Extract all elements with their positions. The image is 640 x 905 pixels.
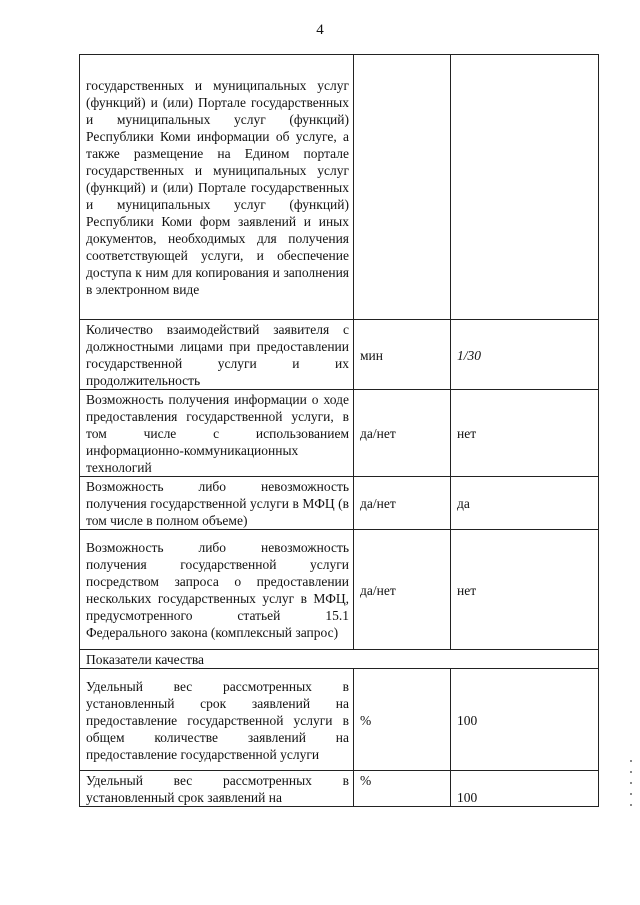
indicator-cell: Возможность либо невозможность получения государственной услуги в МФЦ (в том числе в полном объеме) bbox=[80, 477, 354, 530]
page-number: 4 bbox=[316, 22, 324, 38]
indicator-cell: государственных и муниципальных услуг (функций) и (или) Портале государственных и муниципальных услуг (функций) Республики Коми информации об услуге, а также размещение на Едином портале государственных и муниципальных услуг (функций) и (или) Портале государственных и муниципальных услуг (функций) Республики Коми форм заявлений и иных документов, необходимых для получения соответствующей услуги, и обеспечение доступа к ним для копирования и заполнения в электронном виде bbox=[80, 55, 354, 320]
table-row bbox=[80, 771, 599, 807]
unit-cell: да/нет bbox=[354, 390, 451, 477]
section-header: Показатели качества bbox=[80, 650, 599, 669]
scan-marks bbox=[630, 760, 634, 820]
value-cell: 1/30 bbox=[451, 320, 599, 390]
table-row bbox=[80, 477, 599, 530]
table-row bbox=[80, 55, 599, 320]
indicator-cell: Удельный вес рассмотренных в установленный срок заявлений на предоставление государственной услуги в общем количестве заявлений на предоставление государственной услуги bbox=[80, 669, 354, 771]
value-cell: нет bbox=[451, 390, 599, 477]
table-row bbox=[80, 669, 599, 771]
section-header-row bbox=[80, 650, 599, 669]
indicator-cell: Удельный вес рассмотренных в установленный срок заявлений на bbox=[80, 771, 354, 807]
unit-cell: да/нет bbox=[354, 477, 451, 530]
unit-cell bbox=[354, 55, 451, 320]
table-row bbox=[80, 390, 599, 477]
value-cell: да bbox=[451, 477, 599, 530]
value-cell: 100 bbox=[451, 669, 599, 771]
table-row bbox=[80, 320, 599, 390]
indicator-cell: Количество взаимодействий заявителя с должностными лицами при предоставлении государственной услуги и их продолжительность bbox=[80, 320, 354, 390]
value-cell: нет bbox=[451, 530, 599, 650]
unit-cell: % bbox=[354, 771, 451, 807]
unit-cell: да/нет bbox=[354, 530, 451, 650]
indicator-cell: Возможность получения информации о ходе предоставления государственной услуги, в том числе с использованием информационно-коммуникационных технологий bbox=[80, 390, 354, 477]
value-cell: 100 bbox=[451, 771, 599, 807]
value-cell bbox=[451, 55, 599, 320]
unit-cell: мин bbox=[354, 320, 451, 390]
table-row bbox=[80, 530, 599, 650]
unit-cell: % bbox=[354, 669, 451, 771]
indicator-cell: Возможность либо невозможность получения государственной услуги посредством запроса о предоставлении нескольких государственных услуг в МФЦ, предусмотренного статьей 15.1 Федерального закона (комплексный запрос) bbox=[80, 530, 354, 650]
indicators-table bbox=[79, 54, 599, 807]
